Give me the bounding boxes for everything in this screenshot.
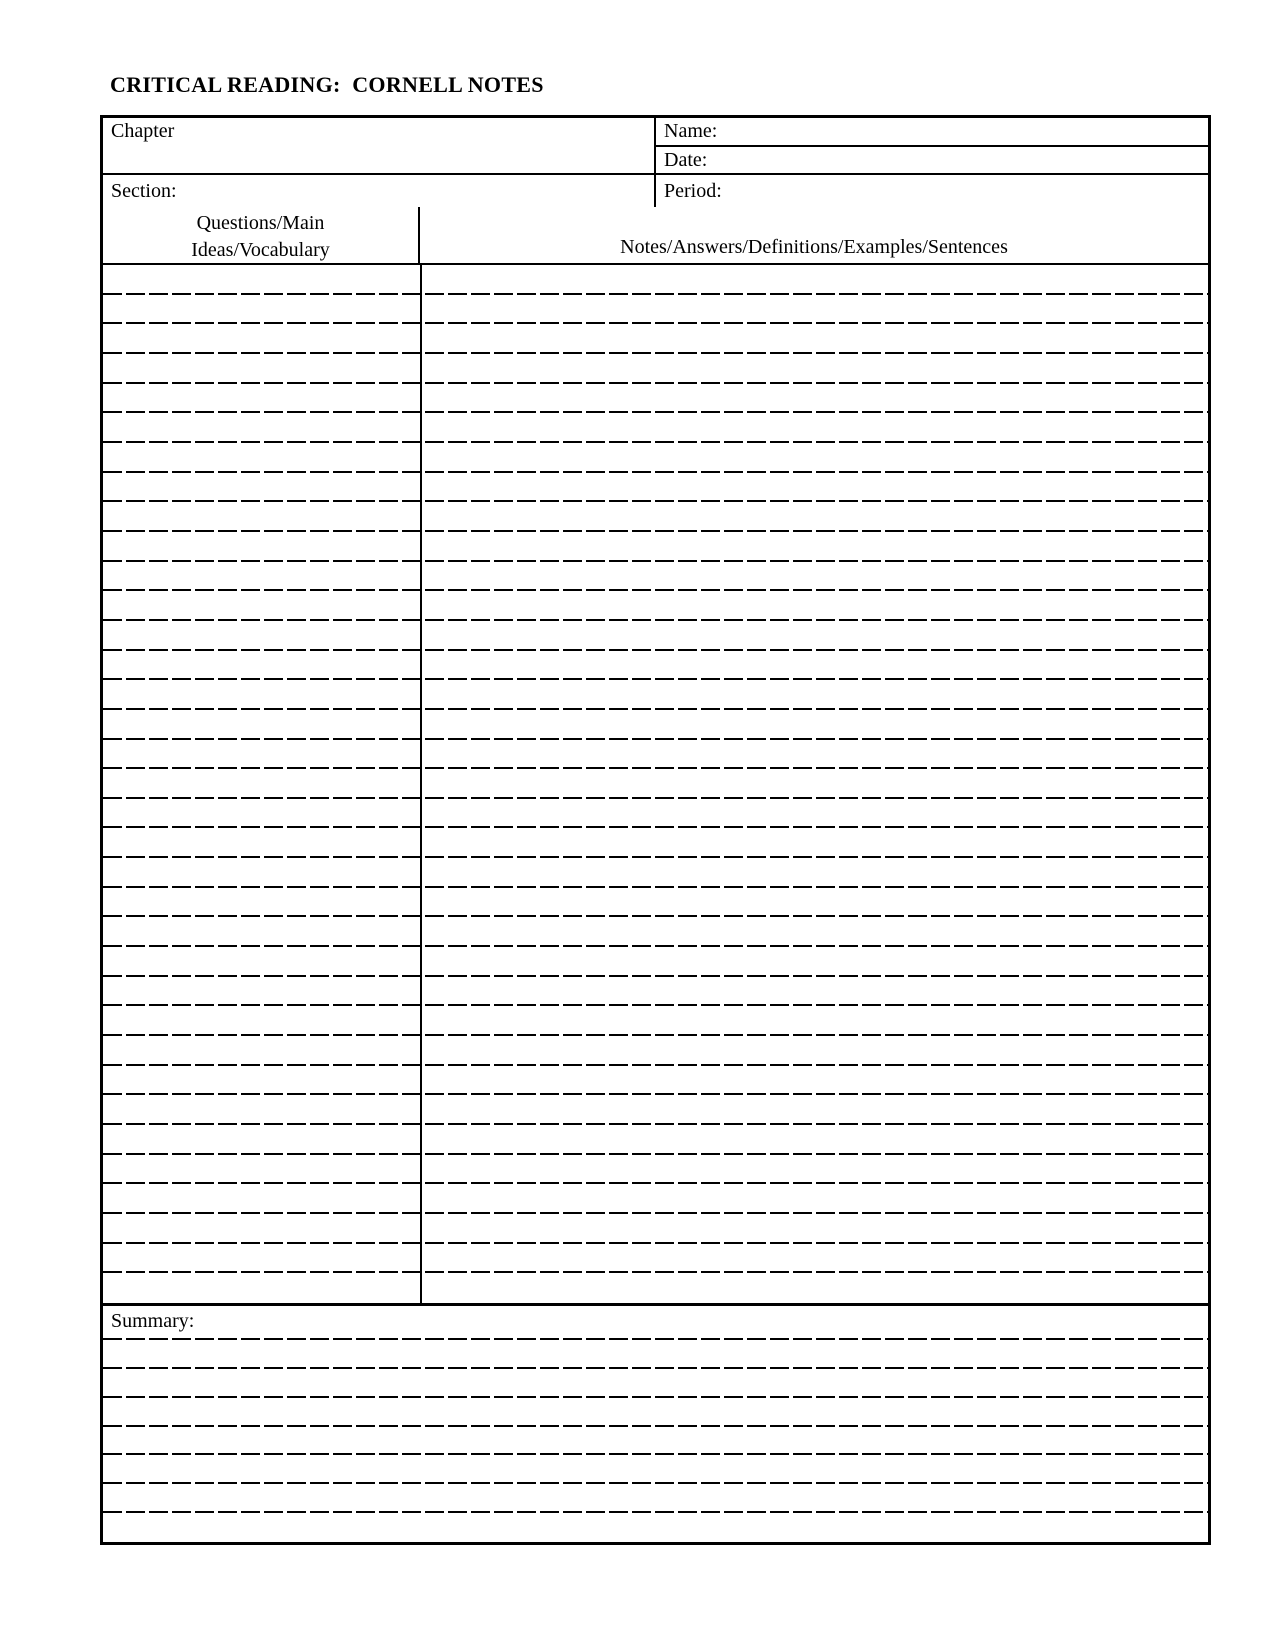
note-row: [103, 651, 1208, 681]
note-row: [103, 532, 1208, 562]
note-row: [103, 680, 1208, 710]
column-divider-line: [420, 265, 422, 1303]
notes-rows: [103, 265, 1208, 1303]
note-row: [103, 413, 1208, 443]
note-row: [103, 1095, 1208, 1125]
name-cell: [656, 118, 1208, 147]
note-row: [103, 1244, 1208, 1274]
notes-column-header: [420, 207, 1208, 263]
note-row: [103, 562, 1208, 592]
info-header-left-column: [103, 118, 656, 207]
note-row: [103, 591, 1208, 621]
note-row: [103, 384, 1208, 414]
period-label: Period:: [664, 179, 722, 202]
name-label: Name:: [664, 120, 718, 142]
date-cell: [656, 147, 1208, 175]
summary-row: [103, 1427, 1208, 1456]
note-row: [103, 977, 1208, 1007]
note-row: [103, 1155, 1208, 1185]
info-header: [103, 118, 1208, 207]
note-row: [103, 265, 1208, 295]
summary-row: [103, 1455, 1208, 1484]
note-row: [103, 710, 1208, 740]
summary-row: [103, 1369, 1208, 1398]
summary-row: [103, 1340, 1208, 1369]
note-row: [103, 799, 1208, 829]
section-cell: [103, 175, 654, 207]
summary-label-row: [103, 1306, 1208, 1340]
note-row: [103, 888, 1208, 918]
notes-header-label: Notes/Answers/Definitions/Examples/Sentences: [620, 236, 1008, 258]
note-row: [103, 1273, 1208, 1303]
section-label: Section:: [111, 179, 177, 202]
note-row: [103, 1066, 1208, 1096]
questions-header-line2: Ideas/Vocabulary: [191, 239, 330, 261]
note-row: [103, 443, 1208, 473]
summary-row: [103, 1484, 1208, 1513]
cornell-notes-table: [100, 115, 1211, 1545]
chapter-cell: [103, 118, 654, 175]
note-row: [103, 1125, 1208, 1155]
note-row: [103, 621, 1208, 651]
summary-row: [103, 1398, 1208, 1427]
note-row: [103, 858, 1208, 888]
questions-column-header: [103, 207, 420, 263]
summary-section: [103, 1303, 1208, 1542]
note-row: [103, 769, 1208, 799]
note-row: [103, 1036, 1208, 1066]
period-cell: [656, 175, 1208, 207]
note-row: [103, 1006, 1208, 1036]
chapter-label: Chapter: [111, 120, 175, 142]
note-row: [103, 917, 1208, 947]
page-title: CRITICAL READING: CORNELL NOTES: [110, 72, 544, 97]
note-row: [103, 1184, 1208, 1214]
note-row: [103, 828, 1208, 858]
notes-grid: [103, 265, 1208, 1303]
info-header-right-column: [656, 118, 1208, 207]
summary-row: [103, 1513, 1208, 1542]
note-row: [103, 740, 1208, 770]
note-row: [103, 502, 1208, 532]
column-headers-row: [103, 207, 1208, 265]
note-row: [103, 295, 1208, 325]
summary-label: Summary:: [111, 1310, 195, 1332]
note-row: [103, 324, 1208, 354]
date-label: Date:: [664, 148, 708, 171]
note-row: [103, 1214, 1208, 1244]
note-row: [103, 947, 1208, 977]
note-row: [103, 473, 1208, 503]
note-row: [103, 354, 1208, 384]
questions-header-line1: Questions/Main: [196, 212, 325, 234]
